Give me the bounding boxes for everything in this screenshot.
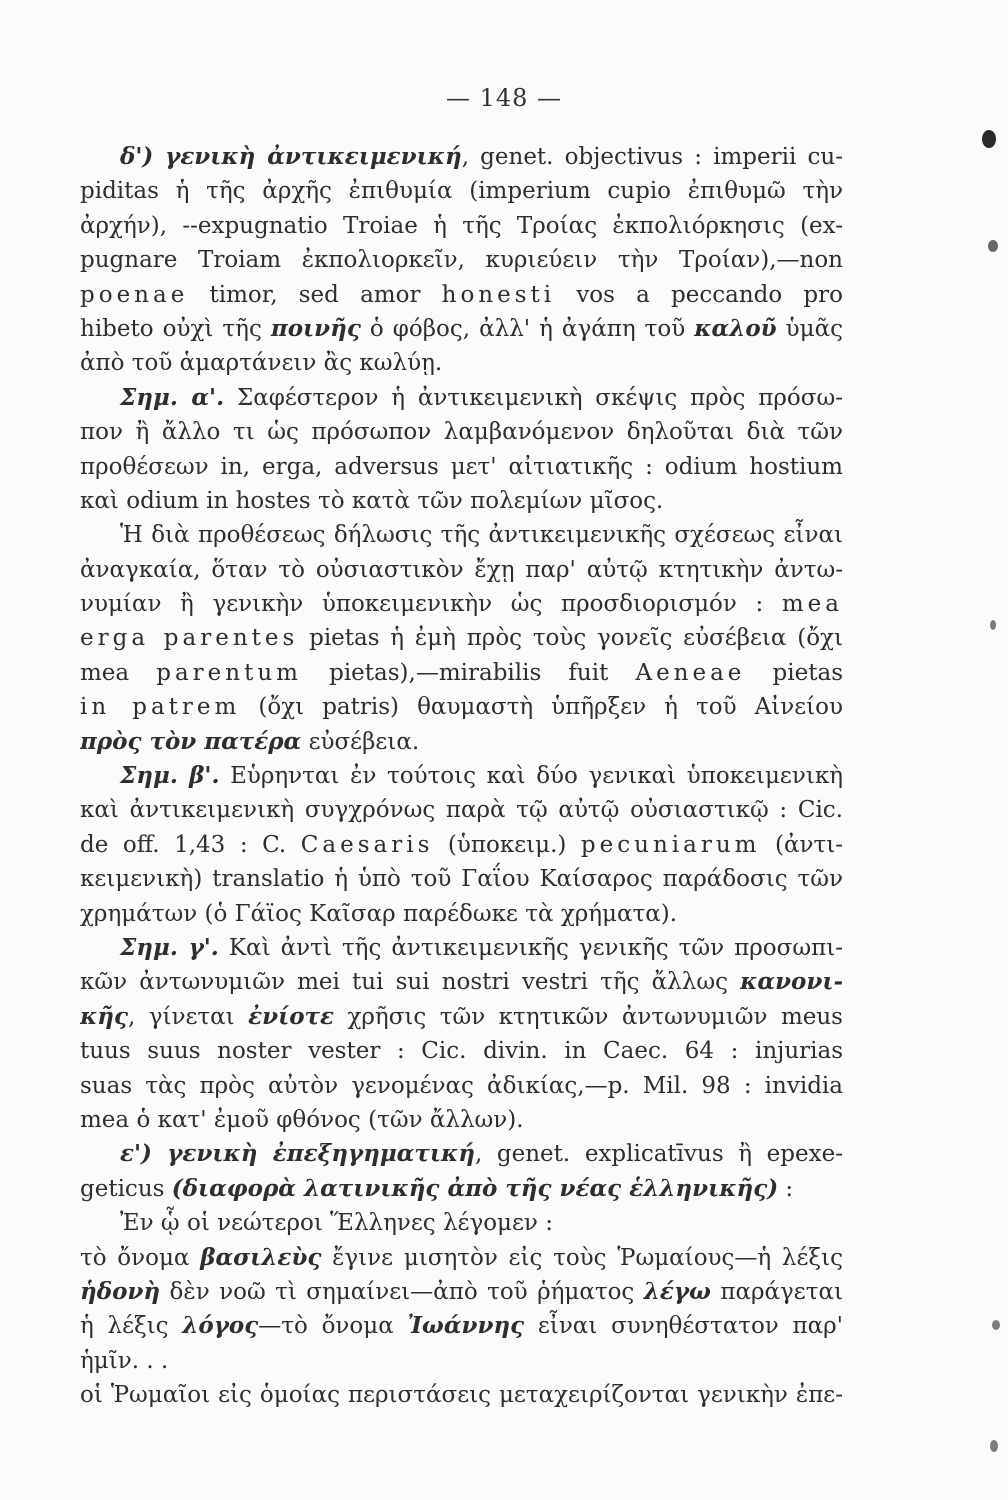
text-span: (ὑποκειμ.) bbox=[433, 831, 581, 858]
text-line bbox=[80, 553, 843, 587]
text-span: κειμενικὴ) translatio ἡ ὑπὸ τοῦ Γαΐου Καίσαρος παράδοσις τῶν bbox=[80, 866, 843, 893]
text-line bbox=[80, 931, 843, 965]
text-span: κῶν ἀντωνυμιῶν mei tui sui nostri vestri τῆς ἄλλως bbox=[80, 969, 741, 996]
text-span: tuus suus noster vester : Cic. divin. in Caec. 64 : injurias bbox=[80, 1038, 843, 1065]
text-span: mea bbox=[80, 659, 157, 686]
text-span: τὸ ὄνομα bbox=[80, 1244, 201, 1271]
text-span: νυμίαν ἢ γενικὴν ὑποκειμενικὴν ὡς προσδιορισμόν : bbox=[80, 591, 782, 618]
text-span: (ὄχι patris) θαυμαστὴ ὑπῆρξεν ἡ τοῦ Αἰνείου bbox=[240, 694, 843, 721]
spaced-text: Caesaris bbox=[300, 831, 434, 858]
text-span: pugnare Troiam ἐκπολιορκεῖν, κυριεύειν τὴν Τροίαν),—non bbox=[80, 247, 843, 274]
text-line bbox=[80, 174, 843, 208]
emphasis-text: ἡδονὴ bbox=[80, 1277, 161, 1305]
text-span: ἡ λέξις bbox=[80, 1313, 183, 1340]
emphasis-text: λόγος bbox=[182, 1312, 259, 1340]
text-span: Καὶ ἀντὶ τῆς ἀντικειμενικῆς γενικῆς τῶν προσωπι- bbox=[218, 934, 843, 961]
text-span: πον ἢ ἄλλο τι ὡς πρόσωπον λαμβανόμενον δηλοῦται διὰ τῶν bbox=[80, 419, 843, 446]
text-span: , γίνεται bbox=[127, 1003, 249, 1030]
text-span: Ἐν ᾧ οἱ νεώτεροι Ἕλληνες λέγομεν : bbox=[120, 1210, 553, 1237]
spaced-text: poenae bbox=[80, 281, 189, 308]
text-span: προθέσεων in, erga, adversus μετ' αἰτιατικῆς : odium hostium bbox=[80, 453, 843, 480]
text-line bbox=[80, 621, 843, 655]
text-span: hibeto οὐχὶ τῆς bbox=[80, 315, 271, 342]
text-line bbox=[80, 1034, 843, 1068]
text-line bbox=[80, 518, 843, 552]
text-span: Ἡ διὰ προθέσεως δήλωσις τῆς ἀντικειμενικῆς σχέσεως εἶναι bbox=[120, 522, 843, 549]
text-span: ἀρχήν), --expugnatio Troiae ἡ τῆς Τροίας ἐκπολιόρκησις (ex- bbox=[80, 212, 843, 239]
text-line bbox=[80, 759, 843, 793]
text-span: : bbox=[778, 1175, 794, 1202]
text-line bbox=[80, 587, 843, 621]
scan-speck bbox=[988, 240, 998, 252]
text-span: geticus bbox=[80, 1175, 172, 1202]
text-line bbox=[80, 312, 843, 346]
text-span: χρῆσις τῶν κτητικῶν ἀντωνυμιῶν meus bbox=[334, 1003, 843, 1030]
text-line bbox=[80, 1275, 843, 1309]
text-span: (ἀντι- bbox=[760, 831, 843, 858]
page-number: — 148 — bbox=[445, 84, 563, 112]
text-span: καὶ odium in hostes τὸ κατὰ τῶν πολεμίων μῖσος. bbox=[80, 487, 664, 514]
emphasis-text: Ἰωάννης bbox=[407, 1312, 525, 1340]
text-span: mea ὁ κατ' ἐμοῦ φθόνος (τῶν ἄλλων). bbox=[80, 1106, 524, 1133]
emphasis-text: καλοῦ bbox=[694, 314, 777, 342]
text-line bbox=[80, 381, 843, 415]
emphasis-text: Σημ. α'. bbox=[120, 383, 225, 411]
spaced-text: erga parentes bbox=[80, 625, 299, 652]
text-line bbox=[80, 1206, 843, 1240]
text-line bbox=[80, 1309, 843, 1343]
text-span: pietas ἡ ἐμὴ πρὸς τοὺς γονεῖς εὐσέβεια (ὄχι bbox=[298, 625, 843, 652]
text-line bbox=[80, 793, 843, 827]
text-line bbox=[80, 346, 843, 380]
text-span: timor, sed amor bbox=[188, 281, 442, 308]
text-span: ἔγινε μισητὸν εἰς τοὺς Ῥωμαίους—ἡ λέξις bbox=[321, 1244, 843, 1271]
spaced-text: Aeneae bbox=[635, 659, 746, 686]
text-line bbox=[80, 1069, 843, 1103]
emphasis-text: δ') γενικὴ ἀντικειμενική bbox=[120, 143, 462, 170]
emphasis-text: βασιλεὺς bbox=[200, 1243, 322, 1271]
text-span: , genet. objectivus : imperii cu- bbox=[461, 144, 843, 170]
spaced-text: pecuniarum bbox=[580, 831, 761, 858]
text-line bbox=[80, 243, 843, 277]
text-line bbox=[80, 1241, 843, 1275]
spaced-text: parentum bbox=[156, 659, 302, 686]
text-span: ὑμᾶς bbox=[776, 315, 843, 342]
text-span: παράγεται bbox=[710, 1278, 843, 1305]
text-line bbox=[80, 140, 843, 174]
text-span: Εὑρηνται ἐν τούτοις καὶ δύο γενικαὶ ὑποκειμενικὴ bbox=[219, 763, 843, 790]
text-line bbox=[80, 1103, 843, 1137]
scan-speck bbox=[990, 620, 996, 630]
text-line bbox=[80, 209, 843, 243]
text-span: ἡμῖν. . . bbox=[80, 1347, 169, 1374]
text-span: suas τὰς πρὸς αὐτὸν γενομένας ἀδικίας,—p. Mil. 98 : invidia bbox=[80, 1072, 843, 1099]
text-line bbox=[80, 1344, 843, 1378]
text-span: δὲν νοῶ τὶ σημαίνει—ἀπὸ τοῦ ῥήματος bbox=[160, 1278, 644, 1305]
text-span: pietas bbox=[745, 659, 843, 686]
text-span: vos a peccando pro bbox=[555, 281, 843, 308]
text-line bbox=[80, 965, 843, 999]
emphasis-text: ἐνίοτε bbox=[248, 1002, 334, 1030]
text-span: εὐσέβεια. bbox=[301, 728, 420, 755]
text-span: ὁ φόβος, ἀλλ' ἡ ἀγάπη τοῦ bbox=[360, 315, 695, 342]
text-line bbox=[80, 725, 843, 759]
emphasis-text: Σημ. β'. bbox=[120, 762, 220, 790]
spaced-text: in patrem bbox=[80, 694, 241, 721]
emphasis-text: κῆς bbox=[80, 1002, 128, 1030]
text-line bbox=[80, 484, 843, 518]
text-line bbox=[80, 1172, 843, 1206]
text-span: ἀπὸ τοῦ ἁμαρτάνειν ἂς κωλύῃ. bbox=[80, 350, 443, 377]
text-span: οἱ Ῥωμαῖοι εἰς ὁμοίας περιστάσεις μεταχειρίζονται γενικὴν ἐπε- bbox=[80, 1382, 843, 1409]
scan-speck bbox=[992, 1320, 1000, 1330]
text-line bbox=[80, 897, 843, 931]
text-span: —τὸ ὄνομα bbox=[258, 1313, 408, 1340]
text-span: piditas ἡ τῆς ἀρχῆς ἐπιθυμία (imperium cupio ἐπιθυμῶ τὴν bbox=[80, 178, 843, 205]
spaced-text: honesti bbox=[441, 281, 556, 308]
text-span: Σαφέστερον ἡ ἀντικειμενικὴ σκέψις πρὸς πρόσω- bbox=[224, 384, 843, 411]
scan-speck bbox=[982, 130, 996, 148]
text-line bbox=[80, 656, 843, 690]
text-span: καὶ ἀντικειμενικὴ συγχρόνως παρὰ τῷ αὐτῷ οὐσιαστικῷ : Cic. bbox=[80, 797, 843, 824]
text-span: pietas),—mirabilis fuit bbox=[301, 659, 636, 686]
text-line bbox=[80, 415, 843, 449]
text-line bbox=[80, 1137, 843, 1171]
text-span: χρημάτων (ὁ Γάϊος Καῖσαρ παρέδωκε τὰ χρήματα). bbox=[80, 900, 678, 927]
scan-speck bbox=[990, 1440, 998, 1452]
page-text bbox=[80, 140, 843, 1412]
emphasis-text: ε') γενικὴ ἐπεξηγηματική bbox=[120, 1140, 475, 1168]
emphasis-text: Σημ. γ'. bbox=[120, 933, 219, 961]
text-line bbox=[80, 278, 843, 312]
text-line bbox=[80, 1378, 843, 1412]
emphasis-text: πρὸς τὸν πατέρα bbox=[80, 727, 302, 755]
text-line bbox=[80, 1000, 843, 1034]
emphasis-text: κανονι- bbox=[740, 968, 843, 996]
text-span: de off. 1,43 : C. bbox=[80, 831, 301, 858]
text-span: εἶναι συνηθέστατον παρ' bbox=[524, 1313, 843, 1340]
text-line bbox=[80, 690, 843, 724]
spaced-text: mea bbox=[781, 591, 843, 618]
text-span: , genet. explicatīvus ἢ epexe- bbox=[474, 1141, 843, 1168]
emphasis-text: (διαφορὰ λατινικῆς ἀπὸ τῆς νέας ἑλληνικῆς) bbox=[171, 1174, 779, 1202]
text-line bbox=[80, 828, 843, 862]
text-span: ἀναγκαία, ὅταν τὸ οὐσιαστικὸν ἔχῃ παρ' αὐτῷ κτητικὴν ἀντω- bbox=[80, 556, 843, 583]
emphasis-text: ποινῆς bbox=[270, 314, 361, 342]
emphasis-text: λέγω bbox=[643, 1277, 711, 1305]
text-line bbox=[80, 862, 843, 896]
text-line bbox=[80, 450, 843, 484]
